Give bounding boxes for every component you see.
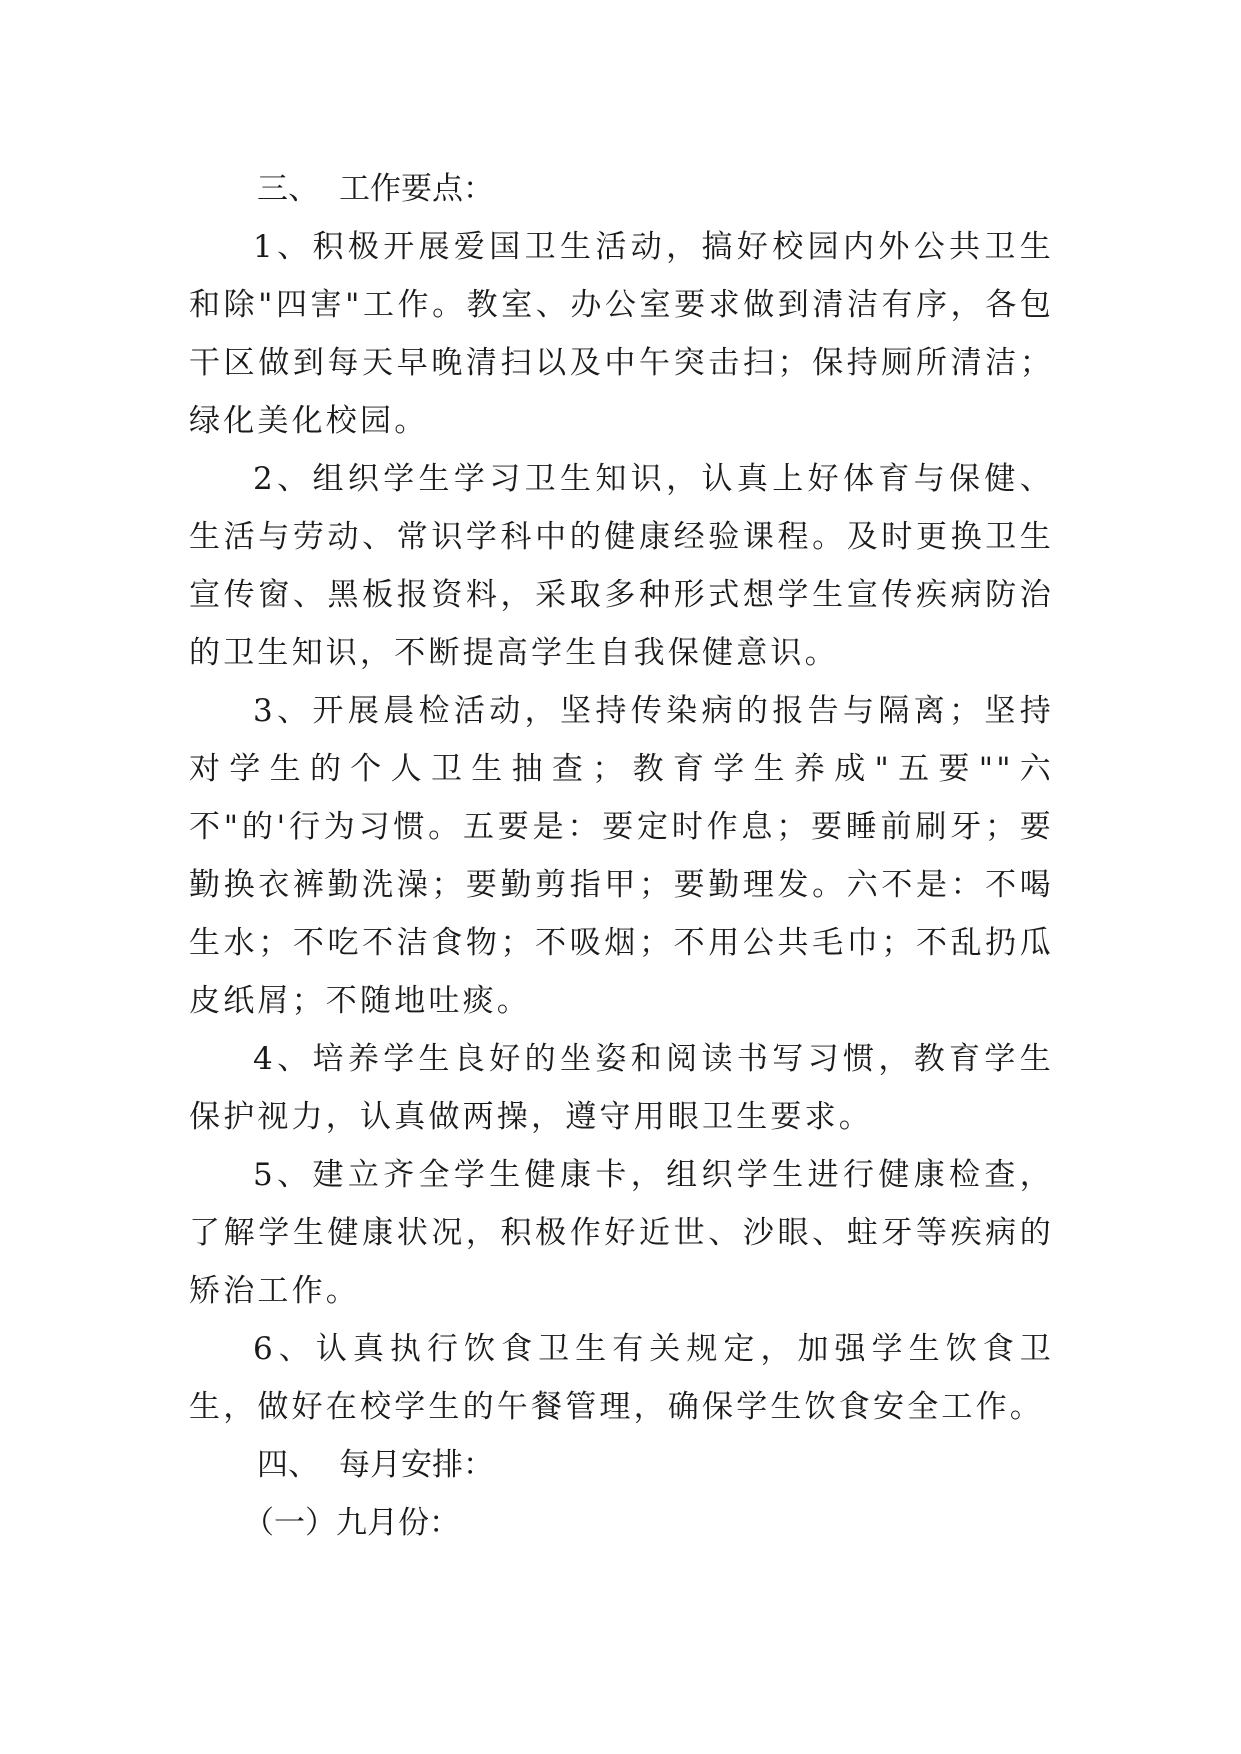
work-point-5: 5、建立齐全学生健康卡，组织学生进行健康检查，了解学生健康状况，积极作好近世、沙眼、蛀牙等疾病的矫治工作。 bbox=[189, 1157, 1054, 1309]
work-point-3: 3、开展晨检活动，坚持传染病的报告与隔离；坚持对学生的个人卫生抽查；教育学生养成"五要""六不"的'行为习惯。五要是：要定时作息；要睡前刷牙；要勤换衣裤勤洗澡；要勤剪指甲；要勤理发。六不是：不喝生水；不吃不洁食物；不吸烟；不用公共毛巾；不乱扔瓜皮纸屑；不随地吐痰。 bbox=[189, 693, 1054, 1019]
section-heading-3 bbox=[257, 160, 1054, 218]
work-point-6: 6、认真执行饮食卫生有关规定，加强学生饮食卫生，做好在校学生的午餐管理，确保学生饮食安全工作。 bbox=[189, 1331, 1054, 1425]
work-point-1: 1、积极开展爱国卫生活动，搞好校园内外公共卫生和除"四害"工作。教室、办公室要求做到清洁有序，各包干区做到每天早晚清扫以及中午突击扫；保持厕所清洁；绿化美化校园。 bbox=[189, 229, 1054, 439]
section-number: 三、 bbox=[257, 171, 319, 207]
section-title: 工作要点： bbox=[339, 171, 494, 207]
work-point-4: 4、培养学生良好的坐姿和阅读书写习惯，教育学生保护视力，认真做两操，遵守用眼卫生要求。 bbox=[189, 1041, 1054, 1135]
section-heading-4 bbox=[257, 1436, 1054, 1494]
section-number: 四、 bbox=[257, 1447, 319, 1483]
section-title: 每月安排： bbox=[339, 1447, 494, 1483]
work-point-2: 2、组织学生学习卫生知识，认真上好体育与保健、生活与劳动、常识学科中的健康经验课程。及时更换卫生宣传窗、黑板报资料，采取多种形式想学生宣传疾病防治的卫生知识，不断提高学生自我保健意识。 bbox=[189, 461, 1054, 671]
subsection-heading-september: （一）九月份： bbox=[243, 1505, 460, 1541]
document-body bbox=[189, 160, 1054, 1552]
